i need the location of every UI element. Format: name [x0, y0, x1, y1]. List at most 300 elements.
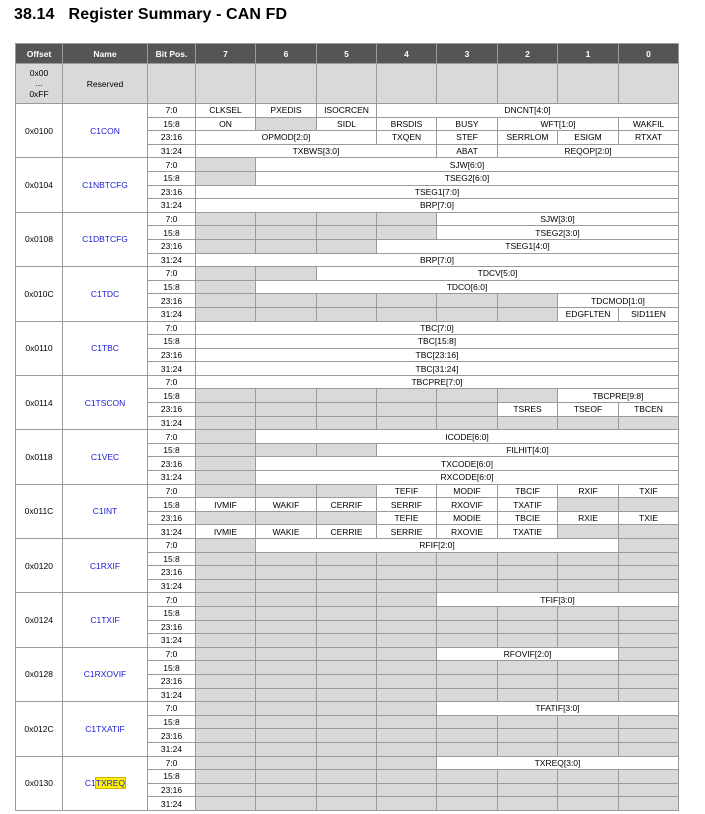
bit-field: SIDL: [317, 117, 377, 131]
reserved-row: [16, 64, 679, 104]
register-bit-row: [16, 321, 679, 335]
unimplemented-bit: [196, 688, 256, 702]
register-offset: 0x0114: [16, 375, 63, 429]
unimplemented-bit: [317, 294, 377, 308]
bit-field: TDCMOD[1:0]: [558, 294, 679, 308]
register-offset: 0x0104: [16, 158, 63, 212]
unimplemented-bit: [317, 797, 377, 811]
unimplemented-bit: [196, 457, 256, 471]
unimplemented-bit: [317, 416, 377, 430]
bit-field: OPMOD[2:0]: [196, 131, 377, 145]
bit-field: WFT[1:0]: [498, 117, 619, 131]
register-name-link[interactable]: C1INT: [63, 484, 148, 538]
bit-field: TBC[15:8]: [196, 335, 679, 349]
bit-position: 7:0: [148, 375, 196, 389]
bit-position: 15:8: [148, 280, 196, 294]
bit-field: SERRLOM: [498, 131, 558, 145]
reserved-cell: [619, 64, 679, 104]
unimplemented-bit: [196, 647, 256, 661]
unimplemented-bit: [196, 566, 256, 580]
register-offset: 0x0118: [16, 430, 63, 484]
unimplemented-bit: [558, 579, 619, 593]
bit-position: 31:24: [148, 797, 196, 811]
unimplemented-bit: [619, 566, 679, 580]
unimplemented-bit: [498, 715, 558, 729]
unimplemented-bit: [558, 661, 619, 675]
unimplemented-bit: [317, 606, 377, 620]
unimplemented-bit: [196, 539, 256, 553]
bit-field: MODIF: [437, 484, 498, 498]
unimplemented-bit: [317, 702, 377, 716]
bit-field: IVMIF: [196, 498, 256, 512]
unimplemented-bit: [498, 389, 558, 403]
reserved-cell: [148, 64, 196, 104]
register-name-link[interactable]: C1NBTCFG: [63, 158, 148, 212]
bit-position: 31:24: [148, 525, 196, 539]
unimplemented-bit: [498, 783, 558, 797]
bit-field: TBC[31:24]: [196, 362, 679, 376]
register-name-link[interactable]: C1DBTCFG: [63, 212, 148, 266]
bit-position: 15:8: [148, 171, 196, 185]
bit-field: ICODE[6:0]: [256, 430, 679, 444]
bit-field: TXCODE[6:0]: [256, 457, 679, 471]
unimplemented-bit: [558, 552, 619, 566]
bit-position: 23:16: [148, 566, 196, 580]
bit-field: ISOCRCEN: [317, 104, 377, 118]
register-offset: 0x012C: [16, 702, 63, 756]
unimplemented-bit: [196, 212, 256, 226]
unimplemented-bit: [317, 593, 377, 607]
bit-field: TBCEN: [619, 403, 679, 417]
col-header-bit6: 6: [256, 44, 317, 64]
unimplemented-bit: [437, 620, 498, 634]
unimplemented-bit: [558, 620, 619, 634]
unimplemented-bit: [377, 552, 437, 566]
register-offset: 0x010C: [16, 267, 63, 321]
unimplemented-bit: [558, 783, 619, 797]
unimplemented-bit: [256, 674, 317, 688]
unimplemented-bit: [619, 552, 679, 566]
unimplemented-bit: [437, 797, 498, 811]
unimplemented-bit: [256, 783, 317, 797]
bit-field: TXATIE: [498, 525, 558, 539]
unimplemented-bit: [256, 620, 317, 634]
unimplemented-bit: [437, 606, 498, 620]
reserved-cell: [498, 64, 558, 104]
reserved-name: Reserved: [63, 64, 148, 104]
bit-position: 15:8: [148, 443, 196, 457]
unimplemented-bit: [317, 742, 377, 756]
register-offset: 0x0108: [16, 212, 63, 266]
bit-field: WAKFIL: [619, 117, 679, 131]
unimplemented-bit: [437, 294, 498, 308]
bit-field: FILHIT[4:0]: [377, 443, 679, 457]
unimplemented-bit: [256, 552, 317, 566]
bit-position: 23:16: [148, 729, 196, 743]
unimplemented-bit: [437, 566, 498, 580]
bit-field: TSRES: [498, 403, 558, 417]
unimplemented-bit: [256, 212, 317, 226]
unimplemented-bit: [256, 294, 317, 308]
bit-field: TXREQ[3:0]: [437, 756, 679, 770]
bit-position: 31:24: [148, 199, 196, 213]
unimplemented-bit: [256, 770, 317, 784]
col-header-bitpos: Bit Pos.: [148, 44, 196, 64]
register-name-link[interactable]: C1VEC: [63, 430, 148, 484]
unimplemented-bit: [256, 702, 317, 716]
col-header-bit3: 3: [437, 44, 498, 64]
unimplemented-bit: [437, 389, 498, 403]
unimplemented-bit: [619, 539, 679, 553]
bit-field: TBC[7:0]: [196, 321, 679, 335]
bit-field: TBCPRE[7:0]: [196, 375, 679, 389]
register-name-link[interactable]: C1CON: [63, 104, 148, 158]
unimplemented-bit: [377, 797, 437, 811]
unimplemented-bit: [256, 715, 317, 729]
bit-field: MODIE: [437, 511, 498, 525]
unimplemented-bit: [377, 634, 437, 648]
unimplemented-bit: [256, 267, 317, 281]
unimplemented-bit: [619, 661, 679, 675]
bit-field: RTXAT: [619, 131, 679, 145]
register-name-link[interactable]: [63, 756, 148, 810]
unimplemented-bit: [437, 307, 498, 321]
unimplemented-bit: [196, 389, 256, 403]
unimplemented-bit: [256, 661, 317, 675]
unimplemented-bit: [196, 430, 256, 444]
unimplemented-bit: [196, 443, 256, 457]
bit-field: TEFIF: [377, 484, 437, 498]
bit-field: ON: [196, 117, 256, 131]
register-bit-row: [16, 158, 679, 172]
unimplemented-bit: [256, 756, 317, 770]
unimplemented-bit: [437, 579, 498, 593]
bit-field: PXEDIS: [256, 104, 317, 118]
unimplemented-bit: [437, 688, 498, 702]
bit-position: 15:8: [148, 335, 196, 349]
bit-position: 7:0: [148, 321, 196, 335]
reserved-cell: [317, 64, 377, 104]
unimplemented-bit: [437, 403, 498, 417]
unimplemented-bit: [437, 783, 498, 797]
unimplemented-bit: [317, 620, 377, 634]
unimplemented-bit: [377, 226, 437, 240]
unimplemented-bit: [619, 674, 679, 688]
bit-position: 31:24: [148, 362, 196, 376]
bit-position: 23:16: [148, 294, 196, 308]
unimplemented-bit: [196, 593, 256, 607]
unimplemented-bit: [256, 688, 317, 702]
bit-field: SID11EN: [619, 307, 679, 321]
bit-position: 31:24: [148, 253, 196, 267]
register-summary-table: [15, 43, 679, 811]
unimplemented-bit: [196, 158, 256, 172]
register-name-prefix: C1: [84, 778, 96, 789]
bit-position: 15:8: [148, 498, 196, 512]
bit-field: RFOVIF[2:0]: [437, 647, 619, 661]
bit-field: BRP[7:0]: [196, 199, 679, 213]
bit-field: TSEG2[3:0]: [437, 226, 679, 240]
unimplemented-bit: [196, 280, 256, 294]
unimplemented-bit: [437, 552, 498, 566]
bit-position: 15:8: [148, 770, 196, 784]
unimplemented-bit: [498, 552, 558, 566]
unimplemented-bit: [377, 294, 437, 308]
unimplemented-bit: [377, 566, 437, 580]
unimplemented-bit: [256, 606, 317, 620]
bit-position: 7:0: [148, 702, 196, 716]
unimplemented-bit: [196, 307, 256, 321]
bit-field: RFIF[2:0]: [256, 539, 619, 553]
bit-field: TBCPRE[9:8]: [558, 389, 679, 403]
unimplemented-bit: [196, 797, 256, 811]
bit-field: RXOVIE: [437, 525, 498, 539]
unimplemented-bit: [196, 226, 256, 240]
register-name-link[interactable]: C1TXIF: [63, 593, 148, 647]
unimplemented-bit: [256, 117, 317, 131]
unimplemented-bit: [619, 688, 679, 702]
unimplemented-bit: [196, 634, 256, 648]
register-offset: 0x011C: [16, 484, 63, 538]
unimplemented-bit: [317, 226, 377, 240]
register-bit-row: [16, 375, 679, 389]
unimplemented-bit: [196, 742, 256, 756]
unimplemented-bit: [619, 620, 679, 634]
bit-field: EDGFLTEN: [558, 307, 619, 321]
register-name-link[interactable]: C1RXOVIF: [63, 647, 148, 701]
bit-position: 23:16: [148, 239, 196, 253]
bit-field: STEF: [437, 131, 498, 145]
register-name-link[interactable]: C1RXIF: [63, 539, 148, 593]
bit-field: TSEG1[4:0]: [377, 239, 679, 253]
register-bit-row: [16, 430, 679, 444]
unimplemented-bit: [377, 212, 437, 226]
bit-field: TDCV[5:0]: [317, 267, 679, 281]
unimplemented-bit: [256, 484, 317, 498]
bit-field: TBCIF: [498, 484, 558, 498]
bit-field: TFATIF[3:0]: [437, 702, 679, 716]
unimplemented-bit: [317, 674, 377, 688]
unimplemented-bit: [196, 756, 256, 770]
register-bit-row: [16, 756, 679, 770]
reserved-offset: [16, 64, 63, 104]
bit-position: 7:0: [148, 647, 196, 661]
unimplemented-bit: [498, 674, 558, 688]
bit-position: 15:8: [148, 117, 196, 131]
unimplemented-bit: [619, 498, 679, 512]
unimplemented-bit: [317, 729, 377, 743]
unimplemented-bit: [558, 606, 619, 620]
bit-field: CERRIF: [317, 498, 377, 512]
unimplemented-bit: [377, 606, 437, 620]
register-name-link[interactable]: C1TSCON: [63, 375, 148, 429]
bit-position: 23:16: [148, 620, 196, 634]
unimplemented-bit: [498, 797, 558, 811]
unimplemented-bit: [256, 579, 317, 593]
bit-position: 7:0: [148, 484, 196, 498]
reserved-cell: [437, 64, 498, 104]
bit-position: 7:0: [148, 158, 196, 172]
bit-field: SJW[3:0]: [437, 212, 679, 226]
reserved-offset-ellipsis: ...: [35, 78, 43, 88]
bit-position: 23:16: [148, 131, 196, 145]
unimplemented-bit: [196, 416, 256, 430]
col-header-bit0: 0: [619, 44, 679, 64]
unimplemented-bit: [317, 443, 377, 457]
unimplemented-bit: [498, 579, 558, 593]
bit-field: ESIGM: [558, 131, 619, 145]
unimplemented-bit: [558, 797, 619, 811]
unimplemented-bit: [498, 742, 558, 756]
unimplemented-bit: [377, 389, 437, 403]
register-bit-row: [16, 484, 679, 498]
unimplemented-bit: [437, 770, 498, 784]
unimplemented-bit: [558, 634, 619, 648]
register-name-highlight: TXREQ: [95, 778, 126, 789]
bit-field: TXIE: [619, 511, 679, 525]
unimplemented-bit: [317, 566, 377, 580]
unimplemented-bit: [437, 715, 498, 729]
bit-field: TDCO[6:0]: [256, 280, 679, 294]
reserved-cell: [377, 64, 437, 104]
unimplemented-bit: [196, 702, 256, 716]
bit-field: TSEG2[6:0]: [256, 171, 679, 185]
unimplemented-bit: [256, 729, 317, 743]
bit-field: RXOVIF: [437, 498, 498, 512]
bit-field: RXIF: [558, 484, 619, 498]
unimplemented-bit: [437, 661, 498, 675]
unimplemented-bit: [256, 226, 317, 240]
reserved-cell: [196, 64, 256, 104]
unimplemented-bit: [437, 416, 498, 430]
bit-field: SERRIF: [377, 498, 437, 512]
unimplemented-bit: [377, 783, 437, 797]
bit-position: 31:24: [148, 144, 196, 158]
col-header-offset: Offset: [16, 44, 63, 64]
unimplemented-bit: [558, 770, 619, 784]
unimplemented-bit: [377, 770, 437, 784]
unimplemented-bit: [619, 715, 679, 729]
unimplemented-bit: [437, 729, 498, 743]
unimplemented-bit: [256, 797, 317, 811]
unimplemented-bit: [619, 742, 679, 756]
unimplemented-bit: [437, 674, 498, 688]
unimplemented-bit: [196, 552, 256, 566]
bit-field: CERRIE: [317, 525, 377, 539]
bit-field: WAKIE: [256, 525, 317, 539]
unimplemented-bit: [256, 403, 317, 417]
unimplemented-bit: [619, 770, 679, 784]
unimplemented-bit: [256, 416, 317, 430]
unimplemented-bit: [317, 634, 377, 648]
bit-field: TEFIE: [377, 511, 437, 525]
col-header-name: Name: [63, 44, 148, 64]
unimplemented-bit: [619, 606, 679, 620]
unimplemented-bit: [196, 661, 256, 675]
unimplemented-bit: [558, 525, 619, 539]
unimplemented-bit: [558, 688, 619, 702]
unimplemented-bit: [196, 770, 256, 784]
unimplemented-bit: [498, 566, 558, 580]
register-offset: 0x0128: [16, 647, 63, 701]
unimplemented-bit: [196, 729, 256, 743]
bit-field: TBC[23:16]: [196, 348, 679, 362]
bit-position: 31:24: [148, 688, 196, 702]
register-offset: 0x0120: [16, 539, 63, 593]
unimplemented-bit: [377, 661, 437, 675]
unimplemented-bit: [196, 715, 256, 729]
unimplemented-bit: [498, 294, 558, 308]
register-bit-row: [16, 212, 679, 226]
bit-position: 23:16: [148, 674, 196, 688]
bit-position: 31:24: [148, 471, 196, 485]
unimplemented-bit: [317, 511, 377, 525]
bit-position: 31:24: [148, 634, 196, 648]
register-bit-row: [16, 647, 679, 661]
unimplemented-bit: [256, 443, 317, 457]
reserved-cell: [256, 64, 317, 104]
col-header-bit2: 2: [498, 44, 558, 64]
register-bit-row: [16, 267, 679, 281]
register-name-link[interactable]: C1TXATIF: [63, 702, 148, 756]
bit-field: RXIE: [558, 511, 619, 525]
reserved-offset-end: 0xFF: [29, 89, 49, 99]
reserved-offset-start: 0x00: [29, 68, 49, 78]
unimplemented-bit: [256, 647, 317, 661]
unimplemented-bit: [619, 783, 679, 797]
bit-position: 23:16: [148, 185, 196, 199]
unimplemented-bit: [619, 579, 679, 593]
unimplemented-bit: [558, 742, 619, 756]
bit-position: 7:0: [148, 267, 196, 281]
col-header-bit4: 4: [377, 44, 437, 64]
unimplemented-bit: [317, 307, 377, 321]
section-title: Register Summary - CAN FD: [68, 6, 288, 23]
unimplemented-bit: [377, 593, 437, 607]
bit-position: 7:0: [148, 212, 196, 226]
unimplemented-bit: [377, 688, 437, 702]
bit-field: TXBWS[3:0]: [196, 144, 437, 158]
unimplemented-bit: [256, 593, 317, 607]
unimplemented-bit: [196, 511, 256, 525]
unimplemented-bit: [558, 566, 619, 580]
bit-position: 31:24: [148, 742, 196, 756]
unimplemented-bit: [377, 715, 437, 729]
register-offset: 0x0110: [16, 321, 63, 375]
bit-field: DNCNT[4:0]: [377, 104, 679, 118]
register-name-link[interactable]: C1TBC: [63, 321, 148, 375]
bit-position: 15:8: [148, 661, 196, 675]
bit-position: 15:8: [148, 552, 196, 566]
register-name-link[interactable]: C1TDC: [63, 267, 148, 321]
unimplemented-bit: [619, 416, 679, 430]
unimplemented-bit: [377, 620, 437, 634]
bit-position: 23:16: [148, 403, 196, 417]
header-row: [16, 44, 679, 64]
unimplemented-bit: [558, 498, 619, 512]
unimplemented-bit: [196, 783, 256, 797]
bit-field: CLKSEL: [196, 104, 256, 118]
bit-position: 31:24: [148, 579, 196, 593]
unimplemented-bit: [196, 403, 256, 417]
unimplemented-bit: [256, 634, 317, 648]
bit-position: 15:8: [148, 226, 196, 240]
unimplemented-bit: [196, 579, 256, 593]
unimplemented-bit: [558, 729, 619, 743]
register-offset: 0x0100: [16, 104, 63, 158]
bit-position: 7:0: [148, 593, 196, 607]
unimplemented-bit: [317, 389, 377, 403]
